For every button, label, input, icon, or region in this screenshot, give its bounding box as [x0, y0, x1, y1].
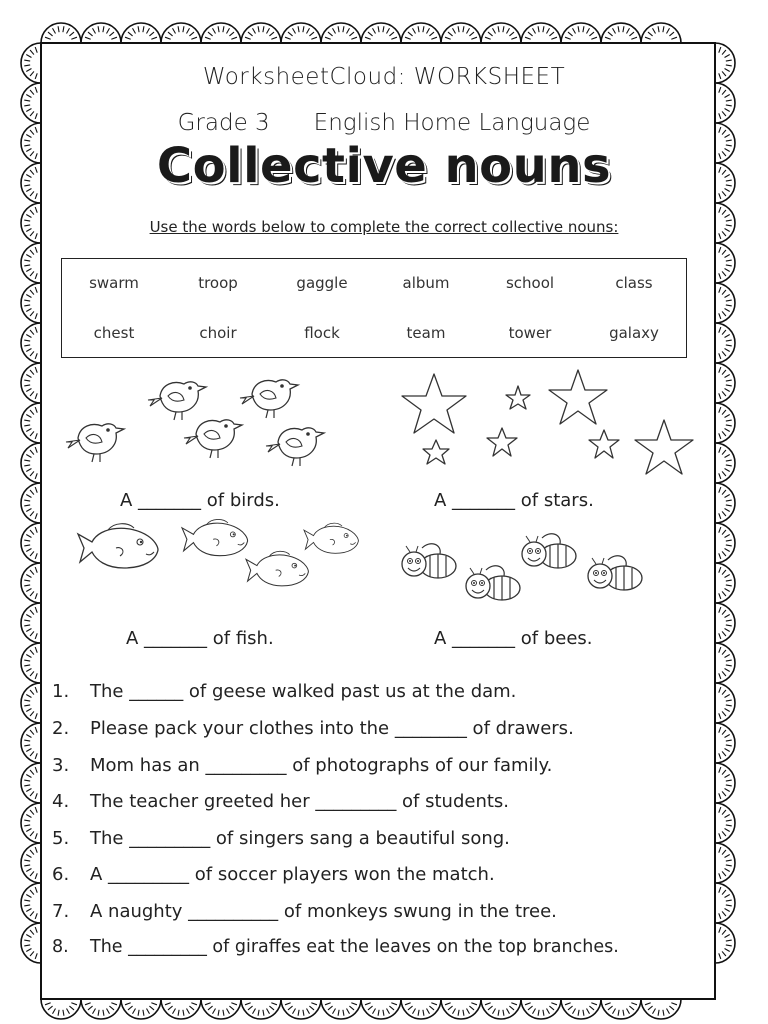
bird-icon [240, 380, 298, 418]
scallop-ornament [241, 23, 281, 43]
question-number: 1. [52, 681, 70, 702]
site-header: WorksheetCloud: WORKSHEET [202, 64, 566, 90]
question-item [52, 901, 557, 922]
scallop-ornament [361, 23, 401, 43]
bee-icon [402, 544, 456, 578]
subject-label: English Home Language [313, 110, 591, 136]
scallop-ornament [561, 999, 601, 1019]
scallop-ornament [81, 23, 121, 43]
scallop-ornament [715, 923, 735, 963]
scallop-ornament [21, 403, 41, 443]
question-item [52, 937, 619, 957]
scallop-ornament [641, 23, 681, 43]
fish-icon [304, 523, 358, 553]
scallop-ornament [281, 999, 321, 1019]
scallop-ornament [41, 999, 81, 1019]
star-icon [506, 386, 530, 409]
scallop-ornament [715, 683, 735, 723]
bee-icon [466, 566, 520, 600]
word-bank-item: gaggle [296, 274, 348, 292]
bees-caption: A _______ of bees. [434, 628, 593, 649]
grade-subject-line [0, 110, 768, 136]
scallop-ornament [715, 603, 735, 643]
question-number: 5. [52, 828, 70, 849]
scallop-ornament [561, 23, 601, 43]
scallop-ornament [441, 23, 481, 43]
fish-illustration [76, 514, 366, 606]
scallop-ornament [21, 243, 41, 283]
bird-icon [184, 420, 242, 458]
fish-caption: A _______ of fish. [126, 628, 274, 649]
scallop-ornament [21, 883, 41, 923]
scallop-ornament [641, 999, 681, 1019]
scallop-ornament [21, 843, 41, 883]
scallop-ornament [121, 23, 161, 43]
word-bank-item: troop [198, 274, 238, 292]
word-bank-item: chest [93, 324, 135, 342]
question-text: A _________ of soccer players won the match. [90, 864, 495, 885]
scallop-ornament [481, 999, 521, 1019]
star-icon [549, 370, 607, 424]
star-icon [635, 420, 693, 474]
scallop-ornament [481, 23, 521, 43]
scallop-ornament [715, 443, 735, 483]
bees-illustration [396, 528, 656, 610]
question-item [52, 828, 510, 849]
question-number: 2. [52, 718, 70, 739]
stars-caption: A _______ of stars. [434, 490, 594, 511]
question-number: 7. [52, 901, 70, 922]
scallop-ornament [281, 23, 321, 43]
fish-icon [246, 551, 308, 586]
scallop-ornament [715, 803, 735, 843]
word-bank-item: swarm [89, 274, 139, 292]
birds-caption: A _______ of birds. [120, 490, 280, 511]
word-bank-item: team [406, 324, 446, 342]
question-text: Please pack your clothes into the ________ of drawers. [90, 718, 574, 739]
star-icon [589, 430, 619, 458]
instruction-text: Use the words below to complete the correct collective nouns: [149, 218, 619, 236]
scallop-ornament [21, 363, 41, 403]
scallop-ornament [21, 643, 41, 683]
scallop-ornament [321, 999, 361, 1019]
question-item [52, 791, 509, 812]
word-bank-item: choir [199, 324, 237, 342]
question-text: The teacher greeted her _________ of students. [90, 791, 510, 812]
question-item [52, 718, 574, 739]
scallop-ornament [21, 723, 41, 763]
scallop-ornament [21, 523, 41, 563]
word-bank [61, 258, 687, 358]
scallop-ornament [121, 999, 161, 1019]
scallop-ornament [601, 999, 641, 1019]
scallop-ornament [401, 23, 441, 43]
scallop-ornament [401, 999, 441, 1019]
question-number: 8. [52, 937, 69, 957]
fish-icon [182, 519, 248, 555]
scallop-ornament [715, 283, 735, 323]
question-text: The _________ of giraffes eat the leaves on the top branches. [90, 937, 619, 957]
scallop-ornament [715, 723, 735, 763]
scallop-ornament [21, 443, 41, 483]
scallop-ornament [201, 23, 241, 43]
question-item [52, 864, 495, 885]
scallop-ornament [321, 23, 361, 43]
question-text: The ______ of geese walked past us at the dam. [90, 681, 517, 702]
scallop-ornament [41, 23, 81, 43]
scallop-ornament [21, 683, 41, 723]
scallop-ornament [715, 643, 735, 683]
question-text: The _________ of singers sang a beautiful song. [90, 828, 510, 849]
grade-label: Grade 3 [177, 110, 270, 136]
word-bank-item: school [505, 274, 555, 292]
word-bank-item: album [402, 274, 450, 292]
scallop-ornament [21, 763, 41, 803]
scallop-ornament [601, 23, 641, 43]
word-bank-item: class [615, 274, 653, 292]
scallop-ornament [81, 999, 121, 1019]
scallop-ornament [21, 923, 41, 963]
scallop-ornament [715, 883, 735, 923]
scallop-ornament [715, 523, 735, 563]
question-text: Mom has an _________ of photographs of our family. [90, 755, 553, 776]
star-icon [402, 374, 466, 433]
word-bank-item: galaxy [609, 324, 659, 342]
bird-icon [266, 428, 324, 466]
question-number: 4. [52, 791, 70, 812]
question-item [52, 755, 552, 776]
scallop-ornament [21, 563, 41, 603]
stars-illustration [398, 366, 704, 480]
scallop-ornament [715, 243, 735, 283]
star-icon [487, 428, 517, 456]
scallop-ornament [21, 323, 41, 363]
fish-icon [78, 524, 158, 568]
scallop-ornament [715, 403, 735, 443]
scallop-ornament [201, 999, 241, 1019]
question-number: 3. [52, 755, 70, 776]
scallop-ornament [441, 999, 481, 1019]
scallop-ornament [21, 283, 41, 323]
bee-icon [522, 534, 576, 568]
bird-icon [66, 424, 124, 462]
scallop-ornament [521, 999, 561, 1019]
question-item [52, 681, 516, 702]
star-icon [423, 440, 449, 464]
word-bank-item: flock [304, 324, 340, 342]
bird-icon [148, 382, 206, 420]
scallop-ornament [361, 999, 401, 1019]
scallop-ornament [241, 999, 281, 1019]
scallop-ornament [715, 483, 735, 523]
scallop-ornament [715, 843, 735, 883]
scallop-ornament [161, 23, 201, 43]
question-number: 6. [52, 864, 70, 885]
scallop-ornament [715, 363, 735, 403]
word-bank-item: tower [508, 324, 552, 342]
page-title: Collective nouns [156, 138, 612, 194]
scallop-ornament [715, 323, 735, 363]
scallop-ornament [161, 999, 201, 1019]
scallop-ornament [715, 763, 735, 803]
scallop-ornament [21, 803, 41, 843]
birds-illustration [60, 368, 340, 476]
scallop-ornament [21, 603, 41, 643]
bee-icon [588, 556, 642, 590]
scallop-ornament [715, 563, 735, 603]
scallop-ornament [21, 483, 41, 523]
question-text: A naughty __________ of monkeys swung in the tree. [90, 901, 557, 922]
scallop-ornament [521, 23, 561, 43]
